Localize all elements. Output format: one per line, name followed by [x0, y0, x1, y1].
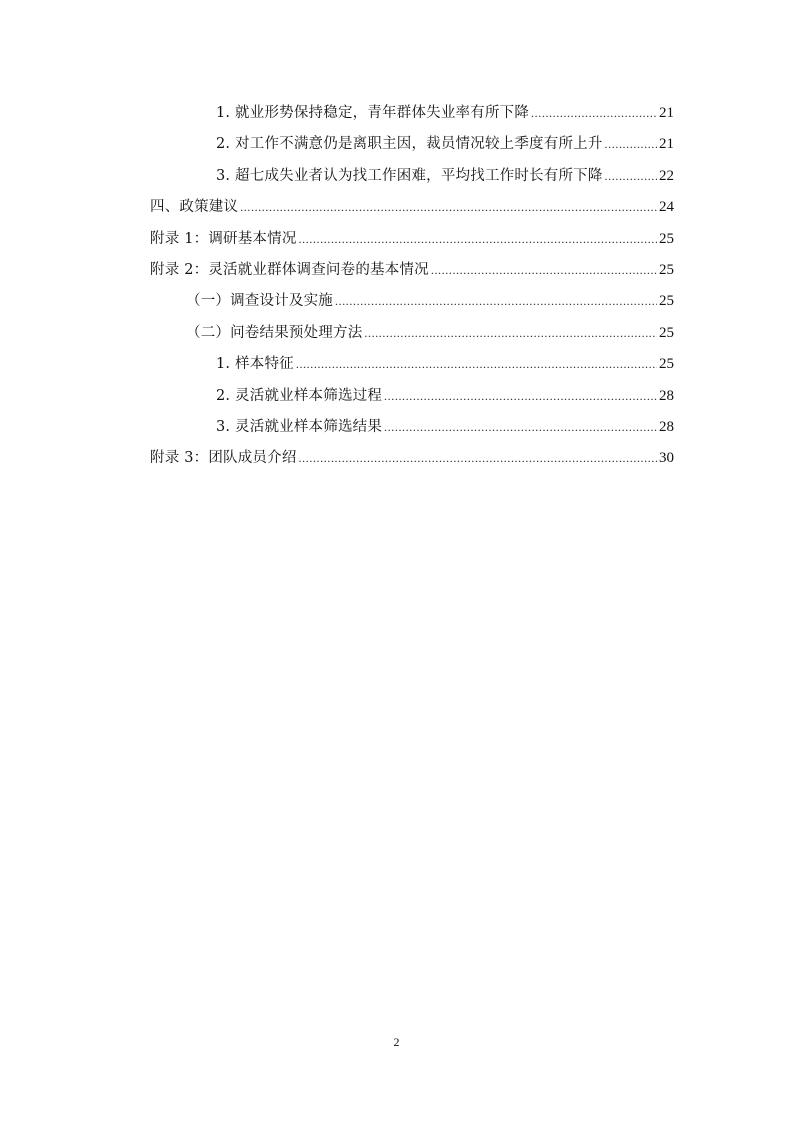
toc-leader-dots	[240, 192, 657, 223]
toc-entry[interactable]	[150, 349, 674, 380]
toc-leader-dots	[296, 349, 657, 380]
toc-entry-title: 四、政策建议	[150, 199, 239, 216]
toc-entry-page: 22	[659, 167, 674, 184]
toc-entry-page: 25	[659, 293, 674, 310]
toc-entry[interactable]	[150, 412, 674, 443]
toc-leader-dots	[431, 255, 657, 286]
toc-entry-page: 21	[659, 105, 674, 121]
toc-entry-title: 1. 样本特征	[216, 356, 294, 373]
toc-entry-title: 2. 对工作不满意仍是离职主因，裁员情况较上季度有所上升	[216, 136, 603, 153]
toc-entry-page: 30	[659, 450, 674, 467]
toc-entry-title: （二）问卷结果预处理方法	[186, 324, 363, 341]
toc-leader-dots	[605, 129, 657, 160]
toc-leader-dots	[299, 443, 657, 474]
toc-entry-page: 28	[659, 387, 674, 404]
toc-entry[interactable]	[150, 192, 674, 223]
toc-entry-title: 1. 就业形势保持稳定，青年群体失业率有所下降	[216, 105, 530, 121]
toc-entry[interactable]	[150, 381, 674, 412]
toc-entry[interactable]	[150, 443, 674, 474]
toc-leader-dots	[384, 381, 657, 412]
toc-entry-title: 2. 灵活就业样本筛选过程	[216, 387, 383, 404]
toc-leader-dots	[299, 224, 657, 255]
toc-entry-page: 25	[659, 324, 674, 341]
toc-leader-dots	[335, 286, 657, 317]
toc-entry-page: 25	[659, 356, 674, 373]
toc-entry-page: 24	[659, 199, 674, 216]
toc-entry-title: 附录 2：灵活就业群体调查问卷的基本情况	[150, 261, 429, 278]
toc-leader-dots	[605, 161, 657, 192]
toc-entry-title: 附录 3：团队成员介绍	[150, 450, 297, 467]
toc-entry[interactable]	[150, 98, 674, 129]
table-of-contents	[150, 98, 674, 475]
toc-entry-page: 28	[659, 418, 674, 435]
toc-leader-dots	[364, 318, 657, 349]
toc-entry-page: 25	[659, 230, 674, 247]
toc-entry[interactable]	[150, 255, 674, 286]
toc-entry-title: 3. 灵活就业样本筛选结果	[216, 418, 383, 435]
toc-entry[interactable]	[150, 318, 674, 349]
toc-entry-title: （一）调查设计及实施	[186, 293, 333, 310]
toc-entry[interactable]	[150, 286, 674, 317]
toc-leader-dots	[384, 412, 657, 443]
toc-entry-title: 附录 1：调研基本情况	[150, 230, 297, 247]
toc-entry-title: 3. 超七成失业者认为找工作困难，平均找工作时长有所下降	[216, 167, 603, 184]
toc-entry[interactable]	[150, 161, 674, 192]
page-number: 2	[393, 1035, 400, 1049]
toc-leader-dots	[531, 98, 657, 129]
toc-entry-page: 25	[659, 261, 674, 278]
toc-entry-page: 21	[659, 136, 674, 153]
toc-entry[interactable]	[150, 224, 674, 255]
toc-entry[interactable]	[150, 129, 674, 160]
